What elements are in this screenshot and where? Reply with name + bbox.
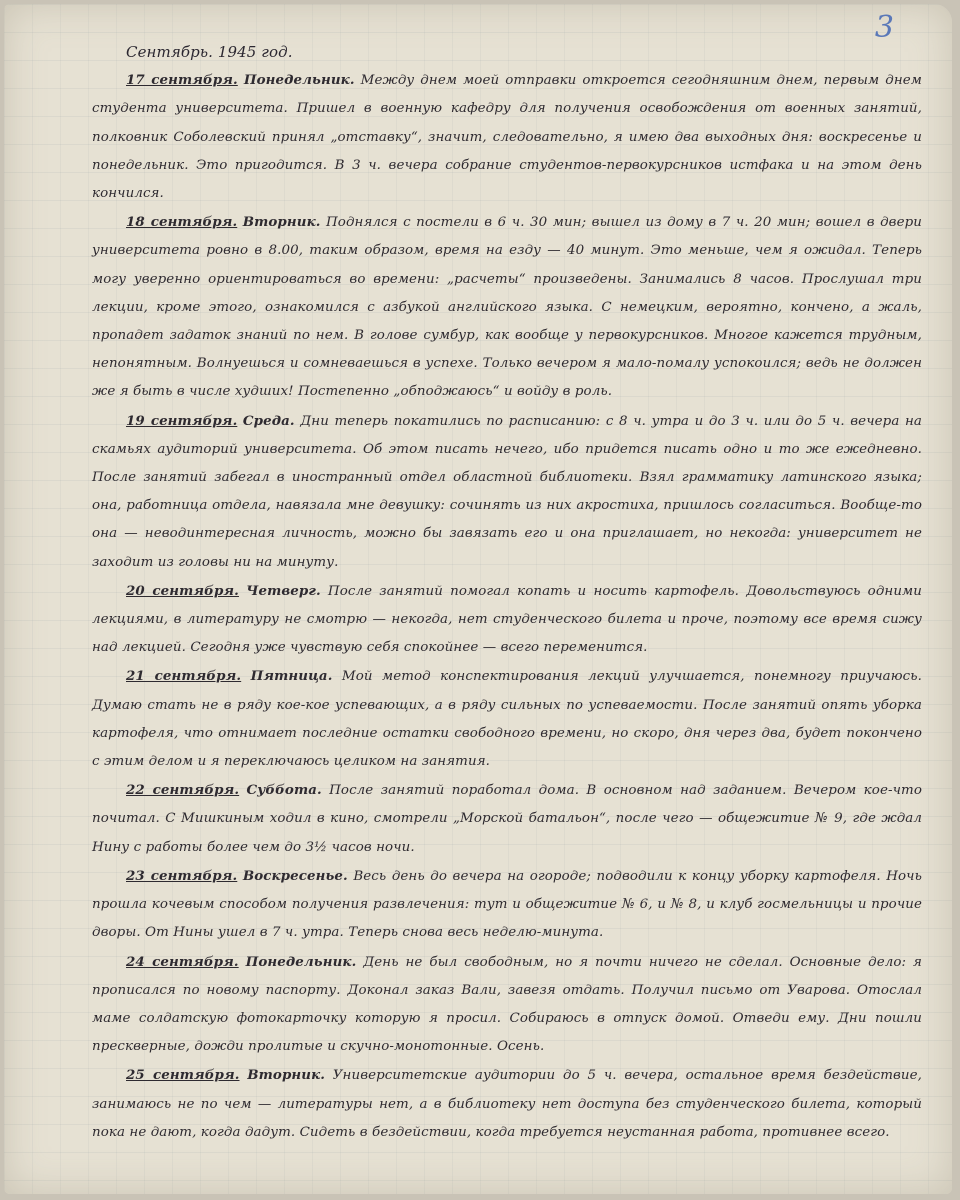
entry-weekday: Понедельник. — [243, 72, 355, 89]
entry-weekday: Четверг. — [246, 582, 321, 599]
entry-date: 20 сентября. — [126, 582, 239, 599]
entry-weekday: Суббота. — [246, 782, 322, 799]
diary-entry — [92, 776, 922, 862]
entry-date: 19 сентября. — [126, 412, 238, 429]
entry-weekday: Среда. — [242, 412, 295, 429]
diary-entry — [92, 1061, 922, 1147]
entry-weekday: Вторник. — [242, 214, 321, 231]
entry-date: 17 сентября. — [126, 72, 238, 89]
diary-text — [92, 38, 922, 1147]
diary-entry — [92, 407, 922, 577]
entry-text: Поднялся с постели в 6 ч. 30 мин; вышел из дому в 7 ч. 20 мин; вошел в двери университета ровно в 8.00, таким образом, время на езду — 40 минут. Это меньше, чем я ожидал. Теперь могу уверенно ориентироваться во времени: „расчеты“ произведены. Занимались 8 часов. Прослушал три лекции, кроме этого, ознакомился с азбукой английского языка. С немецким, вероятно, кончено, а жаль, пропадет задаток знаний по нем. В голове сумбур, как вообще у первокурсников. Многое кажется трудным, непонятным. Волнуешься и сомневаешься в успехе. Только вечером я мало-помалу успокоился; ведь не должен же я быть в числе худших! Постепенно „обподжаюсь“ и войду в роль. — [92, 215, 922, 400]
entry-weekday: Понедельник. — [245, 953, 357, 970]
entry-weekday: Воскресенье. — [242, 867, 348, 884]
diary-entry — [92, 662, 922, 776]
entry-text: Между днем моей отправки откроется сегодняшним днем, первым днем студента университета. Пришел в военную кафедру для получения освобождения от военных занятий, полковник Соболевский принял „отставку“, значит, следовательно, я имею два выходных дня: воскресенье и понедельник. Это пригодится. В 3 ч. вечера собрание студентов-первокурсников истфака и на этом день кончился. — [92, 73, 922, 202]
entry-text: Университетские аудитории до 5 ч. вечера, остальное время бездействие, занимаюсь не по чем — литературы нет, а в библиотеку нет доступа без студенческого билета, который пока не дают, когда дадут. Сидеть в бездействии, когда требуется неустанная работа, противнее всего. — [92, 1068, 922, 1140]
entry-date: 22 сентября. — [126, 782, 240, 799]
entry-date: 21 сентября. — [126, 668, 242, 685]
entry-weekday: Пятница. — [250, 668, 333, 685]
entry-date: 18 сентября. — [126, 214, 238, 231]
entry-text: Мой метод конспектирования лекций улучшается, понемногу приучаюсь. Думаю стать не в ряду кое-кое успевающих, а в ряду сильных по успеваемости. После занятий опять уборка картофеля, что отнимает последние остатки свободного времени, но скоро, дня через два, будет покончено с этим делом и я переключаюсь целиком на занятия. — [92, 669, 923, 770]
notebook-page — [4, 4, 952, 1194]
entry-date: 24 сентября. — [126, 953, 239, 970]
entry-weekday: Вторник. — [247, 1067, 326, 1084]
diary-entry — [92, 862, 922, 948]
entry-date: 25 сентября. — [126, 1067, 240, 1084]
diary-entry — [92, 66, 922, 208]
entry-text: День не был свободным, но я почти ничего не сделал. Основные дело: я прописался по новому паспорту. Доконал заказ Вали, завезя отдать. Получил письмо от Уварова. Отослал маме солдатскую фотокарточку которую я просил. Собираюсь в отпуск домой. Отведи ему. Дни пошли прескверные, дожди пролитые и скучно-монотонные. Осень. — [92, 954, 922, 1055]
diary-entry — [92, 577, 922, 663]
entry-text: Весь день до вечера на огороде; подводили к концу уборку картофеля. Ночь прошла кочевым способом получения развлечения: тут и общежитие № 6, и № 8, и клуб госмельницы и прочие дворы. От Нины ушел в 7 ч. утра. Теперь снова весь неделю-минута. — [92, 868, 922, 941]
diary-entry — [92, 948, 922, 1062]
entry-text: Дни теперь покатились по расписанию: с 8 ч. утра и до 3 ч. или до 5 ч. вечера на скамьях аудиторий университета. Об этом писать нечего, ибо придется писать одно и то же ежедневно. После занятий забегал в иностранный отдел областной библиотеки. Взял грамматику латинского языка; она, работница отдела, навязала мне девушку: сочинять из них акростиха, пришлось согласиться. Вообще-то она — неводинтересная личность, можно бы завязать его и она приглашает, но некогда: университет не заходит из головы ни на минуту. — [92, 413, 922, 570]
entry-text: После занятий поработал дома. В основном над заданием. Вечером кое-что почитал. С Мишкиным ходил в кино, смотрели „Морской батальон“, после чего — общежитие № 9, где ждал Нину с работы более чем до 3½ часов ночи. — [92, 783, 922, 855]
month-heading: Сентябрь. 1945 год. — [126, 43, 293, 61]
diary-entry — [92, 208, 922, 406]
page-number: 3 — [874, 10, 894, 45]
entry-date: 23 сентября. — [126, 867, 238, 884]
entry-text: После занятий помогал копать и носить картофель. Довольствуюсь одними лекциями, в литературу не смотрю — некогда, нет студенческого билета и проче, поэтому все время сижу над лекцией. Сегодня уже чувствую себя спокойнее — всего переменится. — [92, 583, 922, 656]
